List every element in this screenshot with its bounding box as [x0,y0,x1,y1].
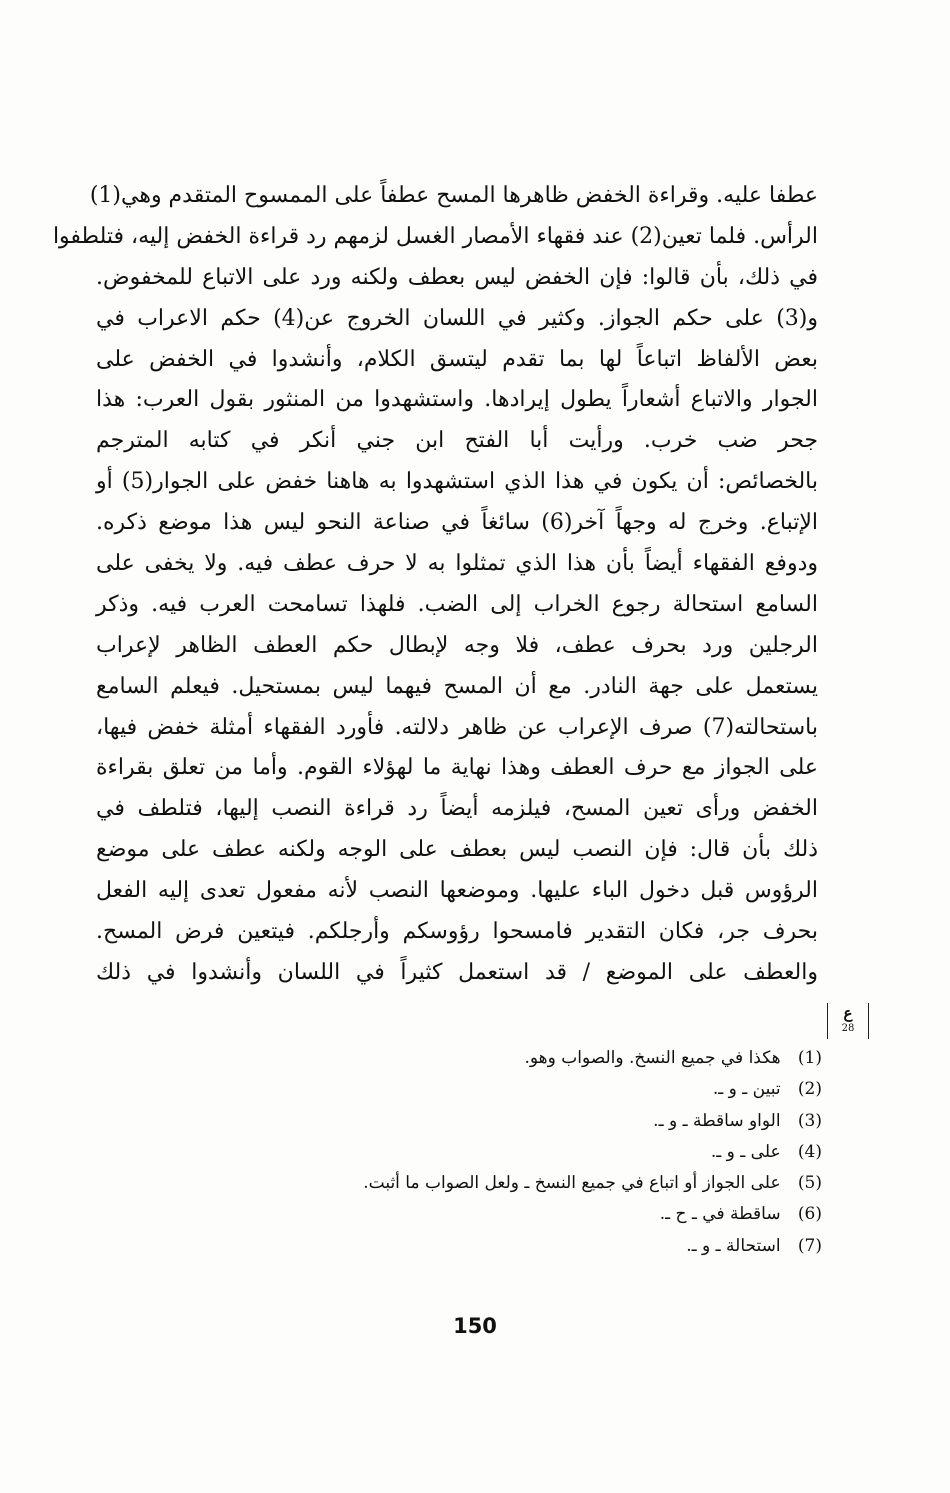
footnote-text: هكذا في جميع النسخ. والصواب وهو. [524,1048,781,1068]
main-text [52,176,819,994]
footnote [250,1137,822,1168]
footnote-text: ساقطة في ـ ح ـ. [659,1204,781,1225]
text-line: الجوار والاتباع أشعاراً يطول إيرادها. واستشهدوا من المنثور بقول العرب: هذا [96,387,818,413]
text-line: الرجلين ورد بحرف عطف، فلا وجه لإبطال حكم العطف الظاهر لإعراب [96,632,818,658]
page-number: 150 [453,1314,497,1338]
footnote-number: (4) [797,1141,822,1162]
footnote-text: استحالة ـ و ـ. [686,1235,781,1256]
text-line: الرأس. فلما تعين(2) عند فقهاء الأمصار الغسل لزمهم رد قراءة الخفض إليه، فتلطفوا [52,223,818,249]
footnote [250,1043,822,1074]
text-line: الخفض ورأى تعين المسح، فيلزمه أيضاً رد قراءة النصب إليها، فتلطف في [96,796,818,822]
footnote [250,1231,822,1262]
text-line: جحر ضب خرب. ورأيت أبا الفتح ابن جني أنكر في كتابه المترجم [96,428,818,454]
text-line: والعطف على الموضع / قد استعمل كثيراً في اللسان وأنشدوا في ذلك [96,959,818,985]
footnote-text: تبين ـ و ـ. [712,1079,781,1100]
footnote [250,1199,822,1230]
footnote-number: (7) [797,1235,822,1256]
text-line: بالخصائص: أن يكون في هذا الذي استشهدوا به هاهنا خفض على الجوار(5) أو [96,469,819,495]
text-line: بعض الألفاظ اتباعاً لها بما تقدم ليتسق الكلام، وأنشدوا في الخفض على [96,346,818,372]
text-line: ذلك بأن قال: فإن النصب ليس بعطف على الوجه ولكنه عطف على موضع [96,837,818,863]
text-line: عطفا عليه. وقراءة الخفض ظاهرها المسح عطفاً على الممسوح المتقدم وهي(1) [89,183,818,208]
footnote-number: (3) [797,1110,822,1131]
text-line: الرؤوس قبل دخول الباء عليها. وموضعها النصب لأنه مفعول تعدى إليه الفعل [96,878,818,904]
text-line: ودوفع الفقهاء أيضاً بأن هذا الذي تمثلوا به لا حرف عطف فيه. ولا يخفى على [96,551,818,577]
footnote [250,1074,822,1105]
footnote-number: (2) [797,1079,822,1100]
text-line: بحرف جر، فكان التقدير فامسحوا رؤوسكم وأرجلكم. فيتعين فرض المسح. [96,919,819,945]
text-line: يستعمل على جهة النادر. مع أن المسح فيهما ليس بمستحيل. فيعلم السامع [96,673,818,699]
text-line: على الجواز مع حرف العطف وهذا نهاية ما لهؤلاء القوم. وأما من تعلق بقراءة [96,755,818,781]
folio-number: 28 [841,1023,855,1034]
footnote-text: على ـ و ـ. [710,1141,781,1162]
text-line: في ذلك، بأن قالوا: فإن الخفض ليس بعطف ولكنه ورد على الاتباع للمخفوض. [96,264,818,290]
folio-letter: ع [843,1004,853,1022]
footnote [250,1106,822,1137]
footnote-text: الواو ساقطة ـ و ـ. [653,1110,781,1131]
text-line: الإتباع. وخرج له وجهاً آخر(6) سائغاً في صناعة النحو ليس هذا موضع ذكره. [96,510,818,536]
footnote-number: (1) [797,1048,822,1068]
text-line: السامع استحالة رجوع الخراب إلى الضب. فلهذا تسامحت العرب فيه. وذكر [96,591,818,617]
text-line: و(3) على حكم الجواز. وكثير في اللسان الخروج عن(4) حكم الاعراب في [96,305,818,331]
footnote-number: (5) [797,1173,822,1194]
footnote-text: على الجواز أو اتباع في جميع النسخ ـ ولعل الصواب ما أثبت. [363,1173,781,1194]
text-line: باستحالته(7) صرف الإعراب عن ظاهر دلالته. فأورد الفقهاء أمثلة خفض فيها، [96,714,818,740]
footnote-number: (6) [797,1204,822,1225]
footnote [250,1168,822,1199]
footnotes [250,1043,822,1262]
manuscript-folio-marker [827,1003,869,1039]
